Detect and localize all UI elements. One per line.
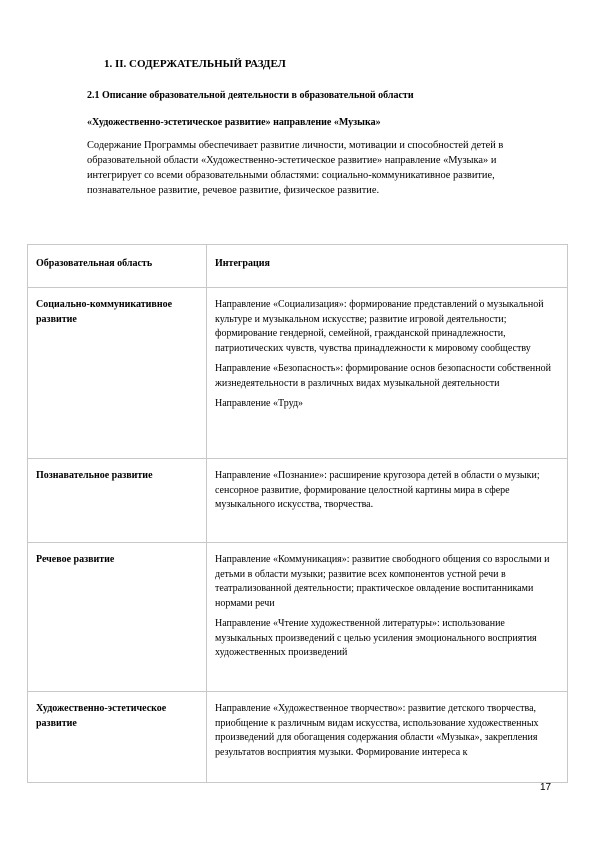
table-row: [28, 459, 568, 543]
table-row: [28, 692, 568, 783]
integration-cell: [207, 288, 568, 459]
integration-paragraph: Направление «Социализация»: формирование представлений о музыкальной культуре и музыкальном искусстве; развитие игровой деятельности; формирование гендерной, семейной, гражданской принадлежности, патриотических чувств, чувства принадлежности к мировому сообществу: [215, 299, 544, 354]
header-area: Образовательная область: [28, 245, 207, 288]
integration-cell: [207, 459, 568, 543]
intro-paragraph: Содержание Программы обеспечивает развитие личности, мотивации и способностей детей в образовательной области «Художественно-эстетическое развитие» направление «Музыка» и интегрирует со всеми образовательными областями: социально-коммуникативное развитие, познавательное развитие, речевое развитие, физическое развитие.: [87, 140, 504, 196]
table-row: [28, 543, 568, 692]
integration-paragraph: Направление «Чтение художественной литературы»: использование музыкальных произведений с целью усиления эмоционального восприятия художественных произведений: [215, 618, 537, 658]
integration-cell: [207, 543, 568, 692]
integration-paragraph: Направление «Художественное творчество»: развитие детского творчества, приобщение к различным видам искусства, использование художественных произведений для обогащения содержания области «Музыка», закрепления результатов восприятия музыки. Формирование интереса к: [215, 703, 539, 758]
integration-table: [27, 244, 568, 783]
page-number: 17: [540, 782, 552, 793]
integration-paragraph: Направление «Познание»: расширение кругозора детей в области о музыки; сенсорное развитие, формирование целостной картины мира в сфере музыкального искусства, творчества.: [215, 470, 540, 510]
area-cell: Познавательное развитие: [28, 459, 207, 543]
section-heading: 1. II. СОДЕРЖАТЕЛЬНЫЙ РАЗДЕЛ: [104, 58, 286, 70]
integration-paragraph: Направление «Коммуникация»: развитие свободного общения со взрослыми и детьми в области музыки; развитие всех компонентов устной речи в театрализованной деятельности; практическое овладение воспитанниками нормами речи: [215, 554, 550, 609]
table-row: [28, 288, 568, 459]
section-title: «Художественно-эстетическое развитие» направление «Музыка»: [87, 117, 381, 128]
table-header-row: [28, 245, 568, 288]
area-cell: Социально-коммуникативное развитие: [28, 288, 207, 459]
integration-paragraph: Направление «Безопасность»: формирование основ безопасности собственной жизнедеятельности в различных видах музыкальной деятельности: [215, 363, 551, 389]
subsection-heading: 2.1 Описание образовательной деятельности в образовательной области: [87, 90, 414, 101]
area-cell: Художественно-эстетическое развитие: [28, 692, 207, 783]
header-integration: Интеграция: [207, 245, 568, 288]
area-cell: Речевое развитие: [28, 543, 207, 692]
integration-cell: [207, 692, 568, 783]
integration-paragraph: Направление «Труд»: [215, 398, 304, 409]
